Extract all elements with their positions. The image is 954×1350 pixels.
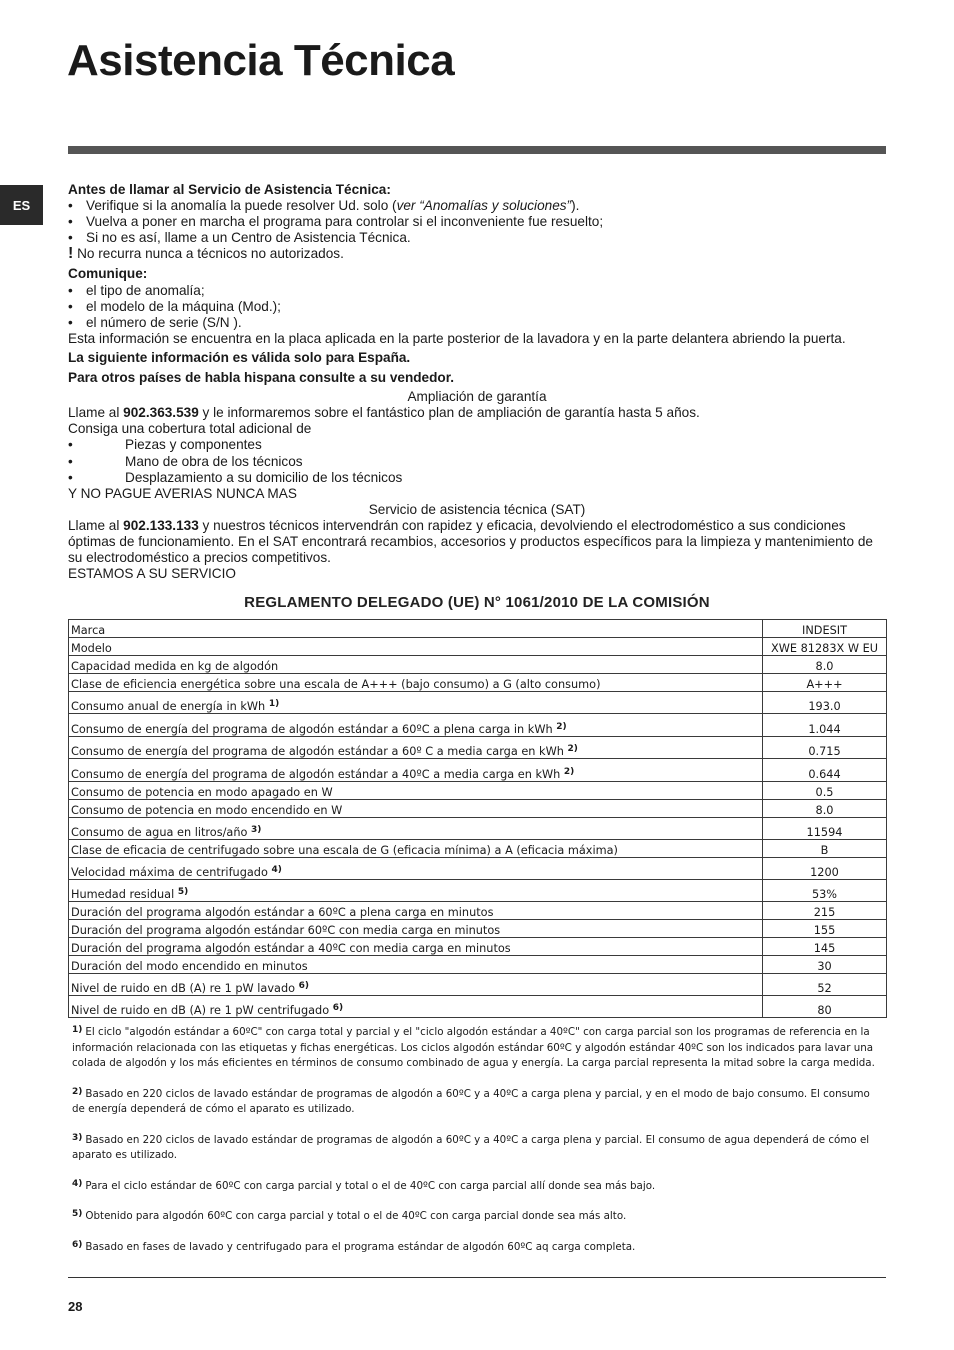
row-label — [69, 737, 763, 759]
footnote-ref: 1) — [268, 699, 280, 709]
warranty-closing: Y NO PAGUE AVERIAS NUNCA MAS — [68, 485, 297, 501]
communicate-heading: Comunique: — [68, 266, 148, 282]
spain-only-note-1: La siguiente información es válida solo para España. — [68, 349, 411, 365]
table-row — [69, 656, 887, 674]
sat-phone: 902.133.133 — [123, 517, 199, 533]
sat-heading: Servicio de asistencia técnica (SAT) — [368, 501, 586, 517]
footnote-ref: 2) — [556, 722, 567, 732]
footnote-ref: 5) — [177, 887, 189, 897]
table-row — [69, 840, 887, 858]
footnote-ref: 2) — [563, 767, 575, 777]
row-label — [69, 902, 763, 920]
row-value: 8.0 — [763, 800, 887, 818]
row-value: 1.044 — [763, 714, 887, 737]
row-label — [69, 996, 763, 1018]
page-number: 28 — [68, 1299, 83, 1314]
table-row — [69, 920, 887, 938]
row-label — [69, 956, 763, 974]
row-label-text: Consumo anual de energía in kWh — [71, 700, 266, 713]
bullet-icon: • — [68, 298, 73, 314]
sat-closing: ESTAMOS A SU SERVICIO — [68, 566, 236, 582]
regulation-table-body — [69, 620, 887, 1018]
bullet-icon: • — [68, 437, 73, 453]
row-value: 30 — [763, 956, 887, 974]
exclamation-icon: ! — [68, 245, 74, 263]
warranty-phone: 902.363.539 — [123, 405, 199, 421]
row-label — [69, 818, 763, 840]
table-row — [69, 974, 887, 996]
footnote-number: 2) — [72, 1086, 83, 1097]
row-label-text: Modelo — [71, 642, 112, 655]
table-row — [69, 737, 887, 759]
footnote-text: El ciclo "algodón estándar a 60ºC" con carga total y parcial y el "ciclo algodón estándar a 40ºC" con carga parcial son los programas de referencia en la información relacionada con las etiquetas y fichas energéticas. Los ciclos algodón estándar 60ºC y algodón estándar 40ºC son los indicados para lavar una colada de algodón y los más eficientes en términos de consumo combinado de agua y energía. La carga parcial representa la mitad sobre la carga medida. — [72, 1026, 875, 1069]
footnote-number: 4) — [72, 1178, 83, 1189]
footnote-text: Obtenido para algodón 60ºC con carga parcial y total o el de 40ºC con carga parcial donde sea más alto. — [85, 1210, 627, 1222]
bullet-icon: • — [68, 214, 73, 230]
footnote-text: Para el ciclo estándar de 60ºC con carga parcial y total o el de 40ºC con carga parcial allí donde sea más bajo. — [85, 1179, 656, 1192]
regulation-title: REGLAMENTO DELEGADO (UE) N° 1061/2010 DE LA COMISIÓN — [244, 594, 710, 611]
row-value: 53% — [763, 880, 887, 902]
row-value: 0.5 — [763, 782, 887, 800]
row-value: 0.644 — [763, 759, 887, 782]
row-label-text: Duración del modo encendido en minutos — [71, 960, 308, 973]
footnote-ref: 6) — [298, 981, 310, 991]
row-value: XWE 81283X W EU — [763, 638, 887, 656]
row-label — [69, 759, 763, 782]
row-label — [69, 692, 763, 714]
row-label — [69, 714, 763, 737]
warranty-call — [68, 405, 886, 421]
before-call-item-2 — [68, 214, 886, 230]
row-label-text: Consumo de energía del programa de algodón estándar a 60ºC a plena carga in kWh — [71, 723, 553, 736]
row-value: 193.0 — [763, 692, 887, 714]
before-call-heading: Antes de llamar al Servicio de Asistencia Técnica: — [68, 182, 391, 197]
row-value: B — [763, 840, 887, 858]
bullet-icon: • — [68, 469, 73, 485]
row-label-text: Duración del programa algodón estándar 60ºC con media carga en minutos — [71, 924, 501, 937]
footnote — [72, 1087, 884, 1118]
footnote-ref: 6) — [332, 1003, 344, 1013]
call-text-end: y nuestros técnicos intervendrán con rapidez y eficacia, devolviendo el electrodoméstico a sus condiciones óptimas de funcionamiento. En el SAT encontrará recambios, accesorios y productos específicos para la limpieza y mantenimiento de su electrodoméstico a precios competitivos. — [68, 517, 873, 566]
table-row — [69, 818, 887, 840]
row-label-text: Velocidad máxima de centrifugado — [71, 866, 268, 879]
page-title: Asistencia Técnica — [67, 36, 455, 85]
footnotes — [72, 1025, 884, 1270]
footnote — [72, 1209, 884, 1225]
row-value: 52 — [763, 974, 887, 996]
before-call-item-3 — [68, 230, 886, 246]
row-label — [69, 920, 763, 938]
item-text: Si no es así, llame a un Centro de Asistencia Técnica. — [86, 230, 411, 246]
row-value: INDESIT — [763, 620, 887, 638]
item-text: Piezas y componentes — [125, 437, 262, 453]
row-value: 215 — [763, 902, 887, 920]
footnote — [72, 1240, 884, 1256]
footnote — [72, 1133, 884, 1164]
row-value: 145 — [763, 938, 887, 956]
row-label-text: Clase de eficacia de centrifugado sobre una escala de G (eficacia mínima) a A (eficacia máxima) — [71, 844, 618, 857]
row-label-text: Consumo de energía del programa de algodón estándar a 60º C a media carga en kWh — [71, 745, 564, 758]
row-label — [69, 858, 763, 880]
row-value: 8.0 — [763, 656, 887, 674]
warning-text: No recurra nunca a técnicos no autorizados. — [77, 246, 344, 262]
sat-call — [68, 518, 886, 566]
table-row — [69, 938, 887, 956]
table-row — [69, 759, 887, 782]
before-call-item-1 — [68, 198, 886, 214]
row-label-text: Nivel de ruido en dB (A) re 1 pW centrifugado — [71, 1004, 330, 1017]
row-label — [69, 938, 763, 956]
language-tab: ES — [0, 185, 43, 225]
footnote-text: Basado en 220 ciclos de lavado estándar de programas de algodón a 60ºC y a 40ºC a carga plena y parcial, y en el modo de bajo consumo. El consumo de energía dependerá de cómo el aparato es utilizado. — [72, 1087, 870, 1115]
main-content — [68, 182, 886, 582]
row-label-text: Clase de eficiencia energética sobre una escala de A+++ (bajo consumo) a G (alto consumo) — [71, 678, 601, 691]
row-label-text: Consumo de energía del programa de algodón estándar a 40ºC a media carga en kWh — [71, 768, 561, 781]
item-text: Desplazamiento a su domicilio de los técnicos — [125, 469, 403, 485]
call-text: Llame al — [68, 517, 124, 533]
footnote-ref: 4) — [271, 865, 282, 875]
table-row — [69, 638, 887, 656]
row-label-text: Nivel de ruido en dB (A) re 1 pW lavado — [71, 982, 296, 995]
table-row — [69, 956, 887, 974]
item-italic-ref: ver “Anomalías y soluciones” — [396, 198, 572, 214]
row-value: 155 — [763, 920, 887, 938]
communicate-item-3 — [68, 315, 886, 331]
footnote — [72, 1179, 884, 1195]
row-label-text: Consumo de potencia en modo apagado en W — [71, 786, 333, 799]
item-text-end: ). — [571, 198, 580, 214]
bullet-icon: • — [68, 282, 73, 298]
item-text: el modelo de la máquina (Mod.); — [86, 298, 281, 314]
title-divider — [68, 146, 886, 154]
table-row — [69, 692, 887, 714]
row-label — [69, 620, 763, 638]
table-row — [69, 902, 887, 920]
row-label-text: Marca — [71, 624, 106, 637]
table-row — [69, 674, 887, 692]
row-label — [69, 880, 763, 902]
row-label-text: Duración del programa algodón estándar a 60ºC a plena carga en minutos — [71, 906, 494, 919]
table-row — [69, 996, 887, 1018]
row-label — [69, 800, 763, 818]
row-label-text: Duración del programa algodón estándar a 40ºC con media carga en minutos — [71, 942, 511, 955]
item-text: Vuelva a poner en marcha el programa para controlar si el inconveniente fue resuelto; — [86, 214, 604, 230]
row-label-text: Consumo de agua en litros/año — [71, 826, 248, 839]
row-label — [69, 638, 763, 656]
footnote-text: Basado en 220 ciclos de lavado estándar de programas de algodón a 60ºC y a 40ºC a carga plena y parcial. El consumo de agua dependerá de cómo el aparato es utilizado. — [72, 1133, 870, 1161]
row-value: 0.715 — [763, 737, 887, 759]
call-text: Llame al — [68, 405, 124, 421]
row-label — [69, 782, 763, 800]
warranty-item-3 — [68, 470, 886, 486]
item-text: el número de serie (S/N ). — [86, 314, 242, 330]
item-text: Mano de obra de los técnicos — [125, 453, 303, 469]
table-row — [69, 858, 887, 880]
footnote-number: 3) — [72, 1132, 83, 1143]
row-value: 80 — [763, 996, 887, 1018]
table-row — [69, 800, 887, 818]
row-value: A+++ — [763, 674, 887, 692]
bullet-icon: • — [68, 230, 73, 246]
call-text-end: y le informaremos sobre el fantástico plan de ampliación de garantía hasta 5 años. — [198, 405, 700, 421]
warranty-coverage: Consiga una cobertura total adicional de — [68, 421, 312, 437]
warranty-item-2 — [68, 454, 886, 470]
footnote-number: 6) — [72, 1239, 83, 1250]
row-label-text: Capacidad medida en kg de algodón — [71, 660, 279, 673]
footnote-text: Basado en fases de lavado y centrifugado para el programa estándar de algodón 60ºC aq carga completa. — [85, 1240, 636, 1253]
table-row — [69, 880, 887, 902]
communicate-item-2 — [68, 299, 886, 315]
warning-line — [68, 246, 886, 262]
warranty-item-1 — [68, 437, 886, 453]
regulation-table — [68, 619, 887, 1018]
communicate-info: Esta información se encuentra en la placa aplicada en la parte posterior de la lavadora y en la parte delantera abriendo la puerta. — [68, 330, 846, 346]
row-label — [69, 974, 763, 996]
table-row — [69, 620, 887, 638]
table-row — [69, 714, 887, 737]
footnote-ref: 2) — [567, 744, 578, 754]
row-value: 11594 — [763, 818, 887, 840]
row-value: 1200 — [763, 858, 887, 880]
communicate-item-1 — [68, 283, 886, 299]
footnote-number: 5) — [72, 1209, 83, 1219]
spain-only-note-2: Para otros países de habla hispana consulte a su vendedor. — [68, 370, 455, 386]
footnote-number: 1) — [72, 1025, 83, 1035]
row-label — [69, 840, 763, 858]
row-label-text: Consumo de potencia en modo encendido en W — [71, 804, 343, 817]
row-label-text: Humedad residual — [71, 888, 175, 901]
bullet-icon: • — [68, 453, 73, 469]
item-text: el tipo de anomalía; — [86, 282, 205, 298]
row-label — [69, 674, 763, 692]
footnote-ref: 3) — [251, 825, 262, 835]
bullet-icon: • — [68, 198, 73, 214]
footer-divider — [68, 1277, 886, 1278]
row-label — [69, 656, 763, 674]
item-text: Verifique si la anomalía la puede resolver Ud. solo ( — [86, 198, 397, 214]
bullet-icon: • — [68, 314, 73, 330]
warranty-heading: Ampliación de garantía — [407, 389, 547, 405]
table-row — [69, 782, 887, 800]
footnote — [72, 1025, 884, 1072]
